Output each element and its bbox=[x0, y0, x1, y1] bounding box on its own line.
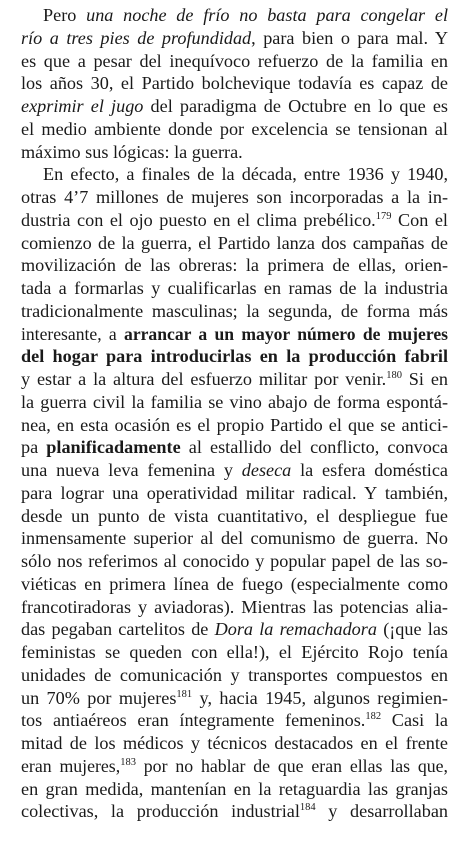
text-line bbox=[21, 641, 448, 664]
text-line bbox=[21, 664, 448, 687]
text-run: del paradigma de Octubre en lo que es bbox=[143, 96, 448, 116]
text-line bbox=[21, 72, 448, 95]
text-line bbox=[21, 368, 448, 391]
footnote-reference: 180 bbox=[386, 370, 402, 381]
text-line bbox=[21, 527, 448, 550]
text-run: tada a formarlas y cualificarlas en ramas de la industria bbox=[21, 278, 448, 298]
text-line bbox=[21, 277, 448, 300]
text-run: en gran medida, mantenían en la retaguardia las granjas bbox=[21, 778, 448, 799]
text-line bbox=[21, 573, 448, 596]
text-run: máximo sus lógicas: la guerra. bbox=[21, 141, 243, 162]
text-run: comienzo de la guerra, el Partido lanza dos campañas de bbox=[21, 232, 448, 253]
text-line bbox=[21, 300, 448, 323]
text-run: dustria con el ojo puesto en el clima prebélico. bbox=[21, 209, 376, 230]
text-run: por no hablar de que eran ellas las que, bbox=[135, 755, 448, 776]
text-line bbox=[21, 755, 448, 778]
text-line bbox=[21, 186, 448, 209]
text-line bbox=[21, 596, 448, 619]
text-line bbox=[21, 50, 448, 73]
text-run: viéticas en primera línea de fuego (especialmente como bbox=[21, 573, 448, 594]
text-run: eran mujeres, bbox=[21, 755, 121, 776]
text-run: (¡que las bbox=[376, 619, 448, 640]
text-run: En efecto, a finales de la década, entre 1936 y 1940, bbox=[43, 164, 448, 185]
text-line bbox=[21, 414, 448, 437]
bold-text: arrancar a un mayor número de mujeres bbox=[124, 323, 448, 344]
text-run: sólo nos referimos al conocido y popular papel de las so- bbox=[21, 551, 448, 571]
italic-text: río a tres pies de profundidad bbox=[21, 27, 252, 48]
text-run: la esfera doméstica bbox=[291, 460, 448, 480]
text-run: y estar a la altura del esfuerzo militar por venir. bbox=[21, 369, 387, 389]
text-run: pa bbox=[21, 437, 47, 458]
text-run: nea, en esta ocasión es el propio Partido el que se antici- bbox=[21, 414, 448, 435]
text-run: das pegaban cartelitos de bbox=[21, 619, 215, 640]
footnote-reference: 181 bbox=[176, 688, 193, 700]
footnote-reference: 184 bbox=[299, 802, 316, 814]
text-run: unidades de comunicación y transportes compuestos en bbox=[21, 664, 448, 685]
footnote-reference: 182 bbox=[365, 711, 382, 723]
text-run: Con el bbox=[391, 209, 448, 230]
text-run: desde un punto de vista cuantitativo, el despliegue fue bbox=[21, 505, 448, 526]
text-run: mitad de los médicos y técnicos destacados en el frente bbox=[21, 733, 448, 753]
book-page-text bbox=[21, 4, 448, 823]
text-line bbox=[21, 4, 448, 27]
italic-text: una noche de frío no basta para congelar el bbox=[86, 5, 448, 25]
text-line bbox=[21, 618, 448, 641]
text-line bbox=[21, 709, 448, 732]
text-line bbox=[21, 482, 448, 505]
bold-text: planificadamente bbox=[46, 437, 181, 458]
text-run: otras 4’7 millones de mujeres son incorporadas a la in- bbox=[21, 187, 448, 207]
text-run: francotiradoras y aviadoras). Mientras las potencias alia- bbox=[21, 596, 448, 617]
text-run: Pero bbox=[43, 5, 87, 25]
italic-text: deseca bbox=[241, 460, 292, 480]
text-line bbox=[21, 209, 448, 232]
footnote-reference: 183 bbox=[120, 756, 136, 768]
text-line bbox=[21, 95, 448, 118]
text-run: y desarrollaban bbox=[315, 801, 448, 822]
text-line bbox=[21, 118, 448, 141]
text-run: movilización de las obreras: la primera de ellas, orien- bbox=[21, 255, 448, 276]
text-line bbox=[21, 232, 448, 255]
text-line bbox=[21, 505, 448, 528]
text-line bbox=[21, 391, 448, 414]
text-run: al estallido del conflicto, convoca bbox=[180, 437, 448, 458]
text-line bbox=[21, 550, 448, 573]
text-run: feministas se queden con ella!), el Ejército Rojo tenía bbox=[21, 642, 448, 662]
text-line bbox=[21, 254, 448, 277]
text-run: el medio ambiente donde por excelencia se tensionan al bbox=[21, 118, 448, 139]
text-line bbox=[21, 459, 448, 482]
text-run: para lograr una operatividad militar radical. Y también, bbox=[21, 482, 448, 503]
footnote-reference: 179 bbox=[375, 210, 392, 222]
italic-text: exprimir el jugo bbox=[21, 96, 144, 116]
text-run: un 70% por mujeres bbox=[21, 687, 177, 708]
text-run: tos antiaéreos eran íntegramente femeninos. bbox=[21, 710, 366, 731]
text-run: colectivas, la producción industrial bbox=[21, 801, 300, 822]
text-run: Si en bbox=[401, 369, 448, 389]
text-line bbox=[21, 27, 448, 50]
text-run: Casi la bbox=[381, 710, 448, 731]
text-line bbox=[21, 141, 448, 164]
text-line bbox=[21, 163, 448, 186]
text-run: la guerra civil la familia se vino abajo de forma espontá- bbox=[21, 391, 448, 412]
bold-text: del hogar para introducirlas en la producción fabril bbox=[21, 346, 448, 367]
text-run: inmensamente superior al del comunismo de guerra. No bbox=[21, 528, 448, 549]
text-line bbox=[21, 732, 448, 755]
italic-text: Dora la remachadora bbox=[214, 619, 377, 640]
text-run: una nueva leva femenina y bbox=[21, 460, 242, 480]
text-run: interesante, a bbox=[21, 323, 125, 344]
text-line bbox=[21, 687, 448, 710]
text-line bbox=[21, 778, 448, 801]
text-run: , para bien o para mal. Y bbox=[251, 27, 448, 48]
text-run: y, hacia 1945, algunos regimien- bbox=[192, 687, 448, 708]
text-line bbox=[21, 345, 448, 368]
text-line bbox=[21, 800, 448, 823]
text-line bbox=[21, 323, 448, 346]
text-run: los años 30, el Partido bolchevique todavía es capaz de bbox=[21, 73, 448, 94]
text-run: es que a pesar del inequívoco refuerzo de la familia en bbox=[21, 50, 448, 71]
text-run: tradicionalmente masculinas; la segunda, de forma más bbox=[21, 300, 448, 321]
text-line bbox=[21, 436, 448, 459]
